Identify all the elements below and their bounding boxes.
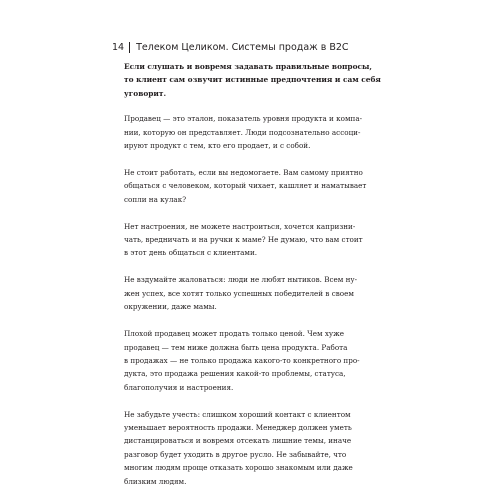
text-line: дистанцироваться и вовремя отсекать лишние темы, иначе [124,436,352,446]
text-line: разговор будет уходить в другое русло. Не забывайте, что [124,449,347,459]
text-line: ируют продукт с тем, кто его продает, и с собой. [124,141,311,151]
text-line: в продажах — не только продажа какого-то конкретного про- [124,355,360,365]
text-line: сопли на кулак? [124,194,187,204]
text-line: многим людям проще отказать хорошо знакомым или даже [124,463,353,473]
text-line: Не стоит работать, если вы недомогаете. Вам самому приятно [124,167,363,177]
lead-paragraph [124,60,400,100]
text-line: чать, вредничать и на ручки к маме? Не думаю, что вам стоит [124,235,363,245]
text-line: Нет настроения, не можете настроиться, хочется капризни- [124,221,356,231]
paragraph [124,112,400,152]
text-line: жен успех, все хотят только успешных победителей в своем [124,288,354,298]
paragraph [124,273,400,313]
text-line: общаться с человеком, который чихает, кашляет и наматывает [124,181,367,191]
text-line: уговорит. [124,88,167,98]
text-line: окружении, даже мамы. [124,302,217,312]
page-number: 14 [112,41,125,53]
paragraph [124,327,400,394]
text-line: Плохой продавец может продать только ценой. Чем хуже [124,329,344,339]
text-line: то клиент сам озвучит истинные предпочтения и сам себя [124,75,381,85]
paragraph [124,166,400,206]
text-line: близким людям. [124,476,187,486]
paragraph [124,408,400,488]
text-line: продавец — тем ниже должна быть цена продукта. Работа [124,342,348,352]
text-line: благополучия и настроения. [124,382,234,392]
text-line: дукта, это продажа решения какой-то проблемы, статуса, [124,369,346,379]
book-title: Телеком Целиком. Системы продаж в B2C [136,41,349,53]
text-line: нии, которую он представляет. Люди подсознательно ассоци- [124,127,361,137]
text-line: Если слушать и вовремя задавать правильные вопросы, [124,62,372,71]
text-line: Не забудьте учесть: слишком хороший контакт с клиентом [124,409,351,419]
running-head [112,40,412,54]
paragraph [124,220,400,260]
text-line: в этот день общаться с клиентами. [124,248,258,258]
main-text [124,60,400,488]
header-separator [129,42,130,53]
text-line: уменьшает вероятность продажи. Менеджер должен уметь [124,423,352,433]
text-line: Продавец — это эталон, показатель уровня продукта и компа- [124,114,363,124]
text-line: Не вздумайте жаловаться: люди не любят нытиков. Всем ну- [124,275,358,285]
